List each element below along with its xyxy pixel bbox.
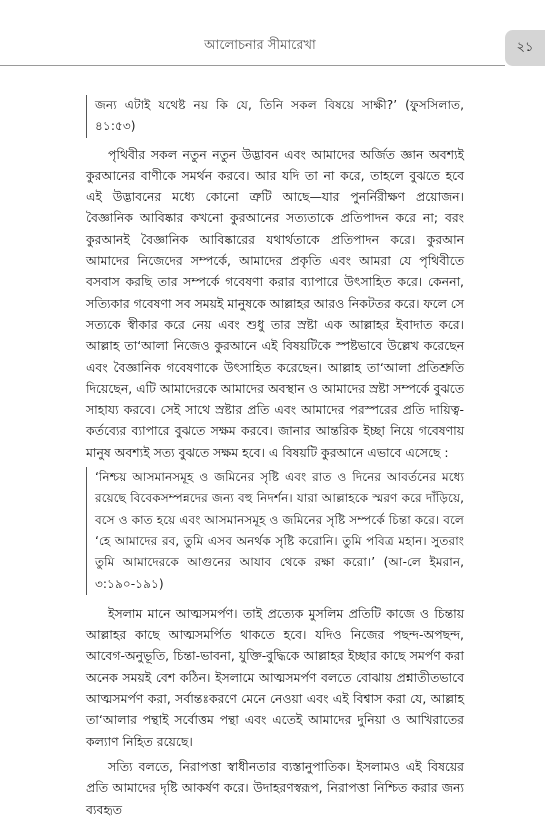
running-title: আলোচনার সীমারেখা (204, 38, 316, 53)
header-rule (0, 65, 505, 66)
paragraph-3: সত্যি বলতে, নিরাপত্তা স্বাধীনতার ব্যস্তানুপাতিক। ইসলামও এই বিষয়ের প্রতি আমাদের দৃষ্টি আকর্ষণ করে। উদাহরণস্বরূপ, নিরাপত্তা নিশ্চিত করার জন্য ব্যবহৃত (86, 758, 464, 817)
paragraph-1: পৃথিবীর সকল নতুন নতুন উদ্ভাবন এবং আমাদের অর্জিত জ্ঞান অবশ্যই কুরআনের বাণীকে সমর্থন করবে। আর যদি তা না করে, তাহলে বুঝতে হবে এই উদ্ভাবনের মধ্যে কোনো ত্রুটি আছে—যার পুনর্নিরীক্ষণ প্রয়োজন। বৈজ্ঞানিক আবিষ্কার কখনো কুরআনের সত্যতাকে প্রতিপাদন করে না; বরং কুরআনই বৈজ্ঞানিক আবিষ্কারের যথার্থতাকে প্রতিপাদন করে। কুরআন আমাদের নিজেদের সম্পর্কে, আমাদের প্রকৃতি এবং আমরা যে পৃথিবীতে বসবাস করছি তার সম্পর্কে গবেষণা করার ব্যাপারে উৎসাহিত করে। কেননা, সত্যিকার গবেষণা সব সময়ই মানুষকে আল্লাহর আরও নিকটতর করে। ফলে সে সত্যকে স্বীকার করে নেয় এবং শুধু তার স্রষ্টা এক আল্লাহর ইবাদাত করে। আল্লাহ তা‘আলা নিজেও কুরআনে এই বিষয়টিকে স্পষ্টভাবে উল্লেখ করেছেন এবং বৈজ্ঞানিক গবেষণাকে উৎসাহিত করেছেন। আল্লাহ তা‘আলা প্রতিশ্রুতি দিয়েছেন, এটি আমাদেরকে আমাদের অবস্থান ও আমাদের স্রষ্টা সম্পর্কে বুঝতে সাহায্য করবে। সেই সাথে স্রষ্টার প্রতি এবং আমাদের পরস্পরের প্রতি দায়িত্ব-কর্তব্যের ব্যাপারে বুঝতে সক্ষম করবে। জানার আন্তরিক ইচ্ছা নিয়ে গবেষণায় মানুষ অবশ্যই সত্য বুঝতে সক্ষম হবে। এ বিষয়টি কুরআনে এভাবে এসেছে : (86, 146, 464, 460)
block-quote-2: ‘নিশ্চয় আসমানসমূহ ও জমিনের সৃষ্টি এবং রাত ও দিনের আবর্তনের মধ্যে রয়েছে বিবেকসম্পন্নদের জন্য বহু নিদর্শন। যারা আল্লাহকে স্মরণ করে দাঁড়িয়ে, বসে ও কাত হয়ে এবং আসমানসমূহ ও জমিনের সৃষ্টি সম্পর্কে চিন্তা করে। বলে ‘হে আমাদের রব, তুমি এসব অনর্থক সৃষ্টি করোনি। তুমি পবিত্র মহান। সুতরাং তুমি আমাদেরকে আগুনের আযাব থেকে রক্ষা করো।’ (আ-লে ইমরান, ৩:১৯০-১৯১) (86, 467, 464, 595)
page-number-tab (505, 30, 545, 66)
page-number: ২১ (516, 39, 534, 55)
paragraph-2: ইসলাম মানে আত্মসমর্পণ। তাই প্রত্যেক মুসলিম প্রতিটি কাজে ও চিন্তায় আল্লাহর কাছে আত্মসমর্পিত থাকতে হবে। যদিও নিজের পছন্দ-অপছন্দ, আবেগ-অনুভূতি, চিন্তা-ভাবনা, যুক্তি-বুদ্ধিকে আল্লাহর ইচ্ছার কাছে সমর্পণ করা অনেক সময়ই বেশ কঠিন। ইসলামে আত্মসমর্পণ বলতে বোঝায় প্রশ্নাতীতভাবে আত্মসমর্পণ করা, সর্বান্তঃকরণে মেনে নেওয়া এবং এই বিশ্বাস করা যে, আল্লাহ তা‘আলার পন্থাই সর্বোত্তম পন্থা এবং এতেই আমাদের দুনিয়া ও আখিরাতের কল্যাণ নিহিত রয়েছে। (86, 605, 464, 749)
page-body (86, 95, 464, 820)
block-quote-1: জন্য এটাই যথেষ্ট নয় কি যে, তিনি সকল বিষয়ে সাক্ষী?’ (ফুসসিলাত, ৪১:৫৩) (86, 95, 464, 138)
